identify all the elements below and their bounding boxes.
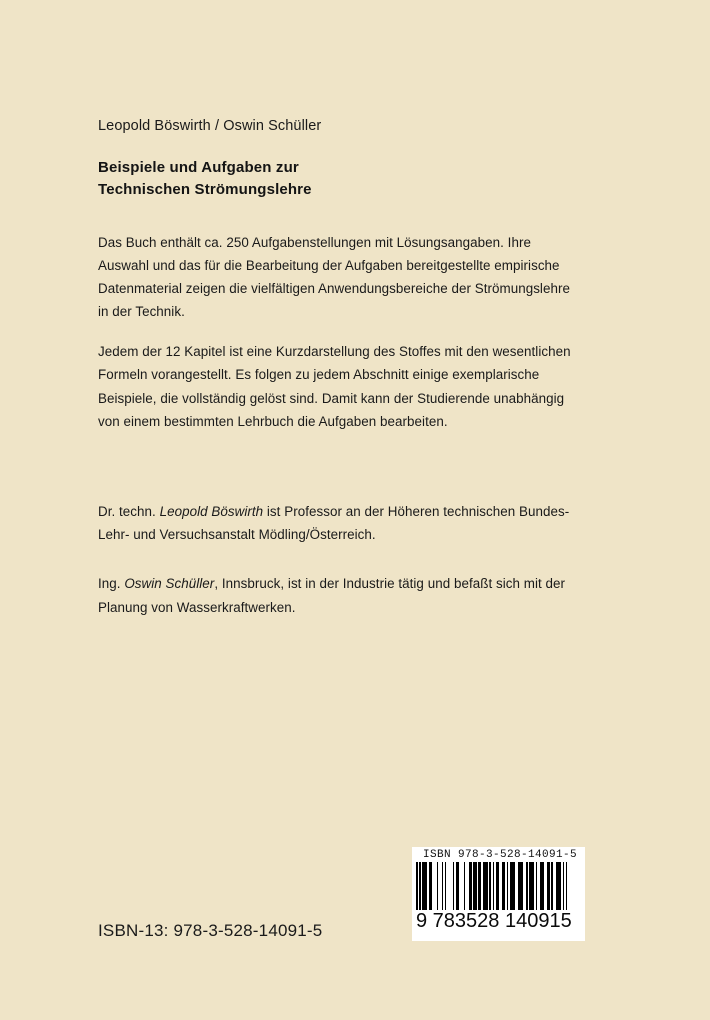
isbn-barcode	[412, 847, 585, 941]
authors-line: Leopold Böswirth / Oswin Schüller	[98, 118, 322, 134]
author-bio-2	[98, 572, 578, 618]
barcode-bar-pattern	[416, 862, 568, 910]
author-bio-1	[98, 500, 578, 546]
blurb-paragraph-1: Das Buch enthält ca. 250 Aufgabenstellungen mit Lösungsangaben. Ihre Auswahl und das für die Bearbeitung der Aufgaben bereitgestellte empirische Datenmaterial zeigen die vielfältigen Anwendungsbereiche der Strömungslehre in der Technik.	[98, 234, 570, 320]
barcode-bars	[412, 862, 585, 910]
author-bio-1-prefix: Dr. techn.	[98, 504, 160, 519]
cover-text-block	[98, 116, 598, 450]
author-bio-2-name: Oswin Schüller	[124, 576, 215, 592]
isbn-13-label: ISBN-13: 978-3-528-14091-5	[98, 921, 323, 940]
page-title	[98, 157, 598, 201]
author-biographies	[98, 500, 578, 645]
blurb-paragraph-2: Jedem der 12 Kapitel ist eine Kurzdarstellung des Stoffes mit den wesentlichen Formeln vorangestellt. Es folgen zu jedem Abschnitt einige exemplarische Beispiele, die vollständig gelöst sind. Damit kann der Studierende unabhängig von einem bestimmten Lehrbuch die Aufgaben bearbeiten.	[98, 344, 571, 429]
barcode-digits: 9 783528 140915	[416, 910, 572, 933]
author-bio-2-prefix: Ing.	[98, 576, 125, 592]
author-bio-1-name: Leopold Böswirth	[159, 504, 264, 519]
barcode-caption: ISBN 978-3-528-14091-5	[422, 849, 578, 861]
title-line-2: Technischen Strömungslehre	[98, 180, 312, 198]
author-bio-2-rest: , Innsbruck, ist in der Industrie tätig und befaßt sich mit der Planung von Wasserkraftwerken.	[98, 576, 566, 615]
title-line-1: Beispiele und Aufgaben zur	[98, 159, 299, 177]
author-bio-1-rest: ist Professor an der Höheren technischen Bundes-Lehr- und Versuchsanstalt Mödling/Österreich.	[98, 504, 570, 543]
